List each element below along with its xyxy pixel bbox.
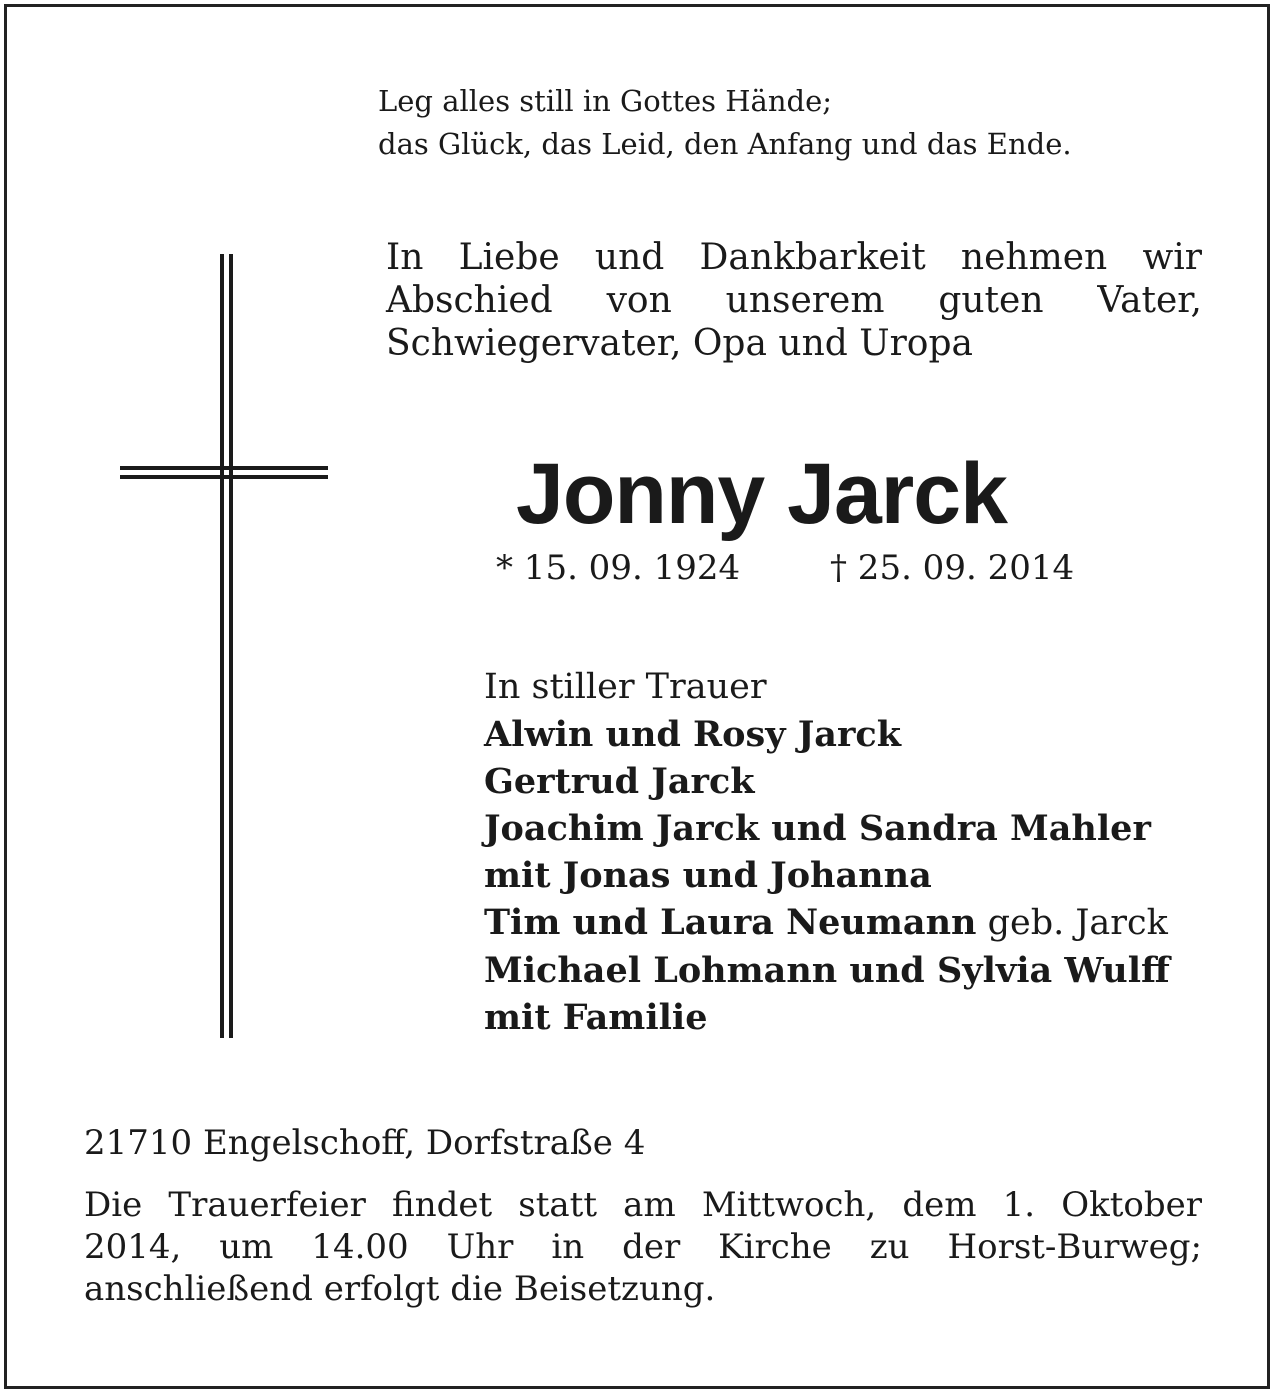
intro-line-1: In Liebe und Dankbarkeit nehmen wir (386, 237, 1202, 278)
mourner-line-4: mit Jonas und Johanna (484, 855, 932, 896)
intro-text (386, 236, 1202, 365)
mourner-line-6: Michael Lohmann und Sylvia Wulff (484, 950, 1170, 991)
verse-line-2: das Glück, das Leid, den Anfang und das Ende. (378, 127, 1072, 161)
address: 21710 Engelschoff, Dorfstraße 4 (84, 1123, 646, 1163)
mourner-line-5-names: Tim und Laura Neumann (484, 902, 977, 943)
deceased-name: Jonny Jarck (516, 446, 1007, 542)
service-line-3: anschließend erfolgt die Beisetzung. (84, 1269, 716, 1309)
mourners-list (484, 664, 1170, 1041)
intro-line-2: Abschied von unserem guten Vater, (386, 280, 1202, 321)
service-line-2: 2014, um 14.00 Uhr in der Kirche zu Horst-Burweg; (84, 1227, 1202, 1267)
death-date: † 25. 09. 2014 (830, 548, 1075, 588)
mourner-line-5 (484, 899, 1170, 947)
cross-icon (120, 254, 330, 1040)
mourner-line-2: Gertrud Jarck (484, 761, 755, 802)
mourner-line-3: Joachim Jarck und Sandra Mahler (484, 808, 1151, 849)
verse-line-1: Leg alles still in Gottes Hände; (378, 84, 833, 118)
mourner-line-1: Alwin und Rosy Jarck (484, 714, 901, 755)
mourner-line-7: mit Familie (484, 997, 708, 1038)
mourners-heading: In stiller Trauer (484, 667, 767, 707)
service-info (84, 1184, 1202, 1310)
verse (378, 80, 1072, 166)
service-line-1: Die Trauerfeier findet statt am Mittwoch, dem 1. Oktober (84, 1185, 1202, 1225)
mourner-line-5-note: geb. Jarck (976, 903, 1168, 943)
intro-line-3: Schwiegervater, Opa und Uropa (386, 323, 973, 364)
birth-date: * 15. 09. 1924 (496, 548, 741, 588)
